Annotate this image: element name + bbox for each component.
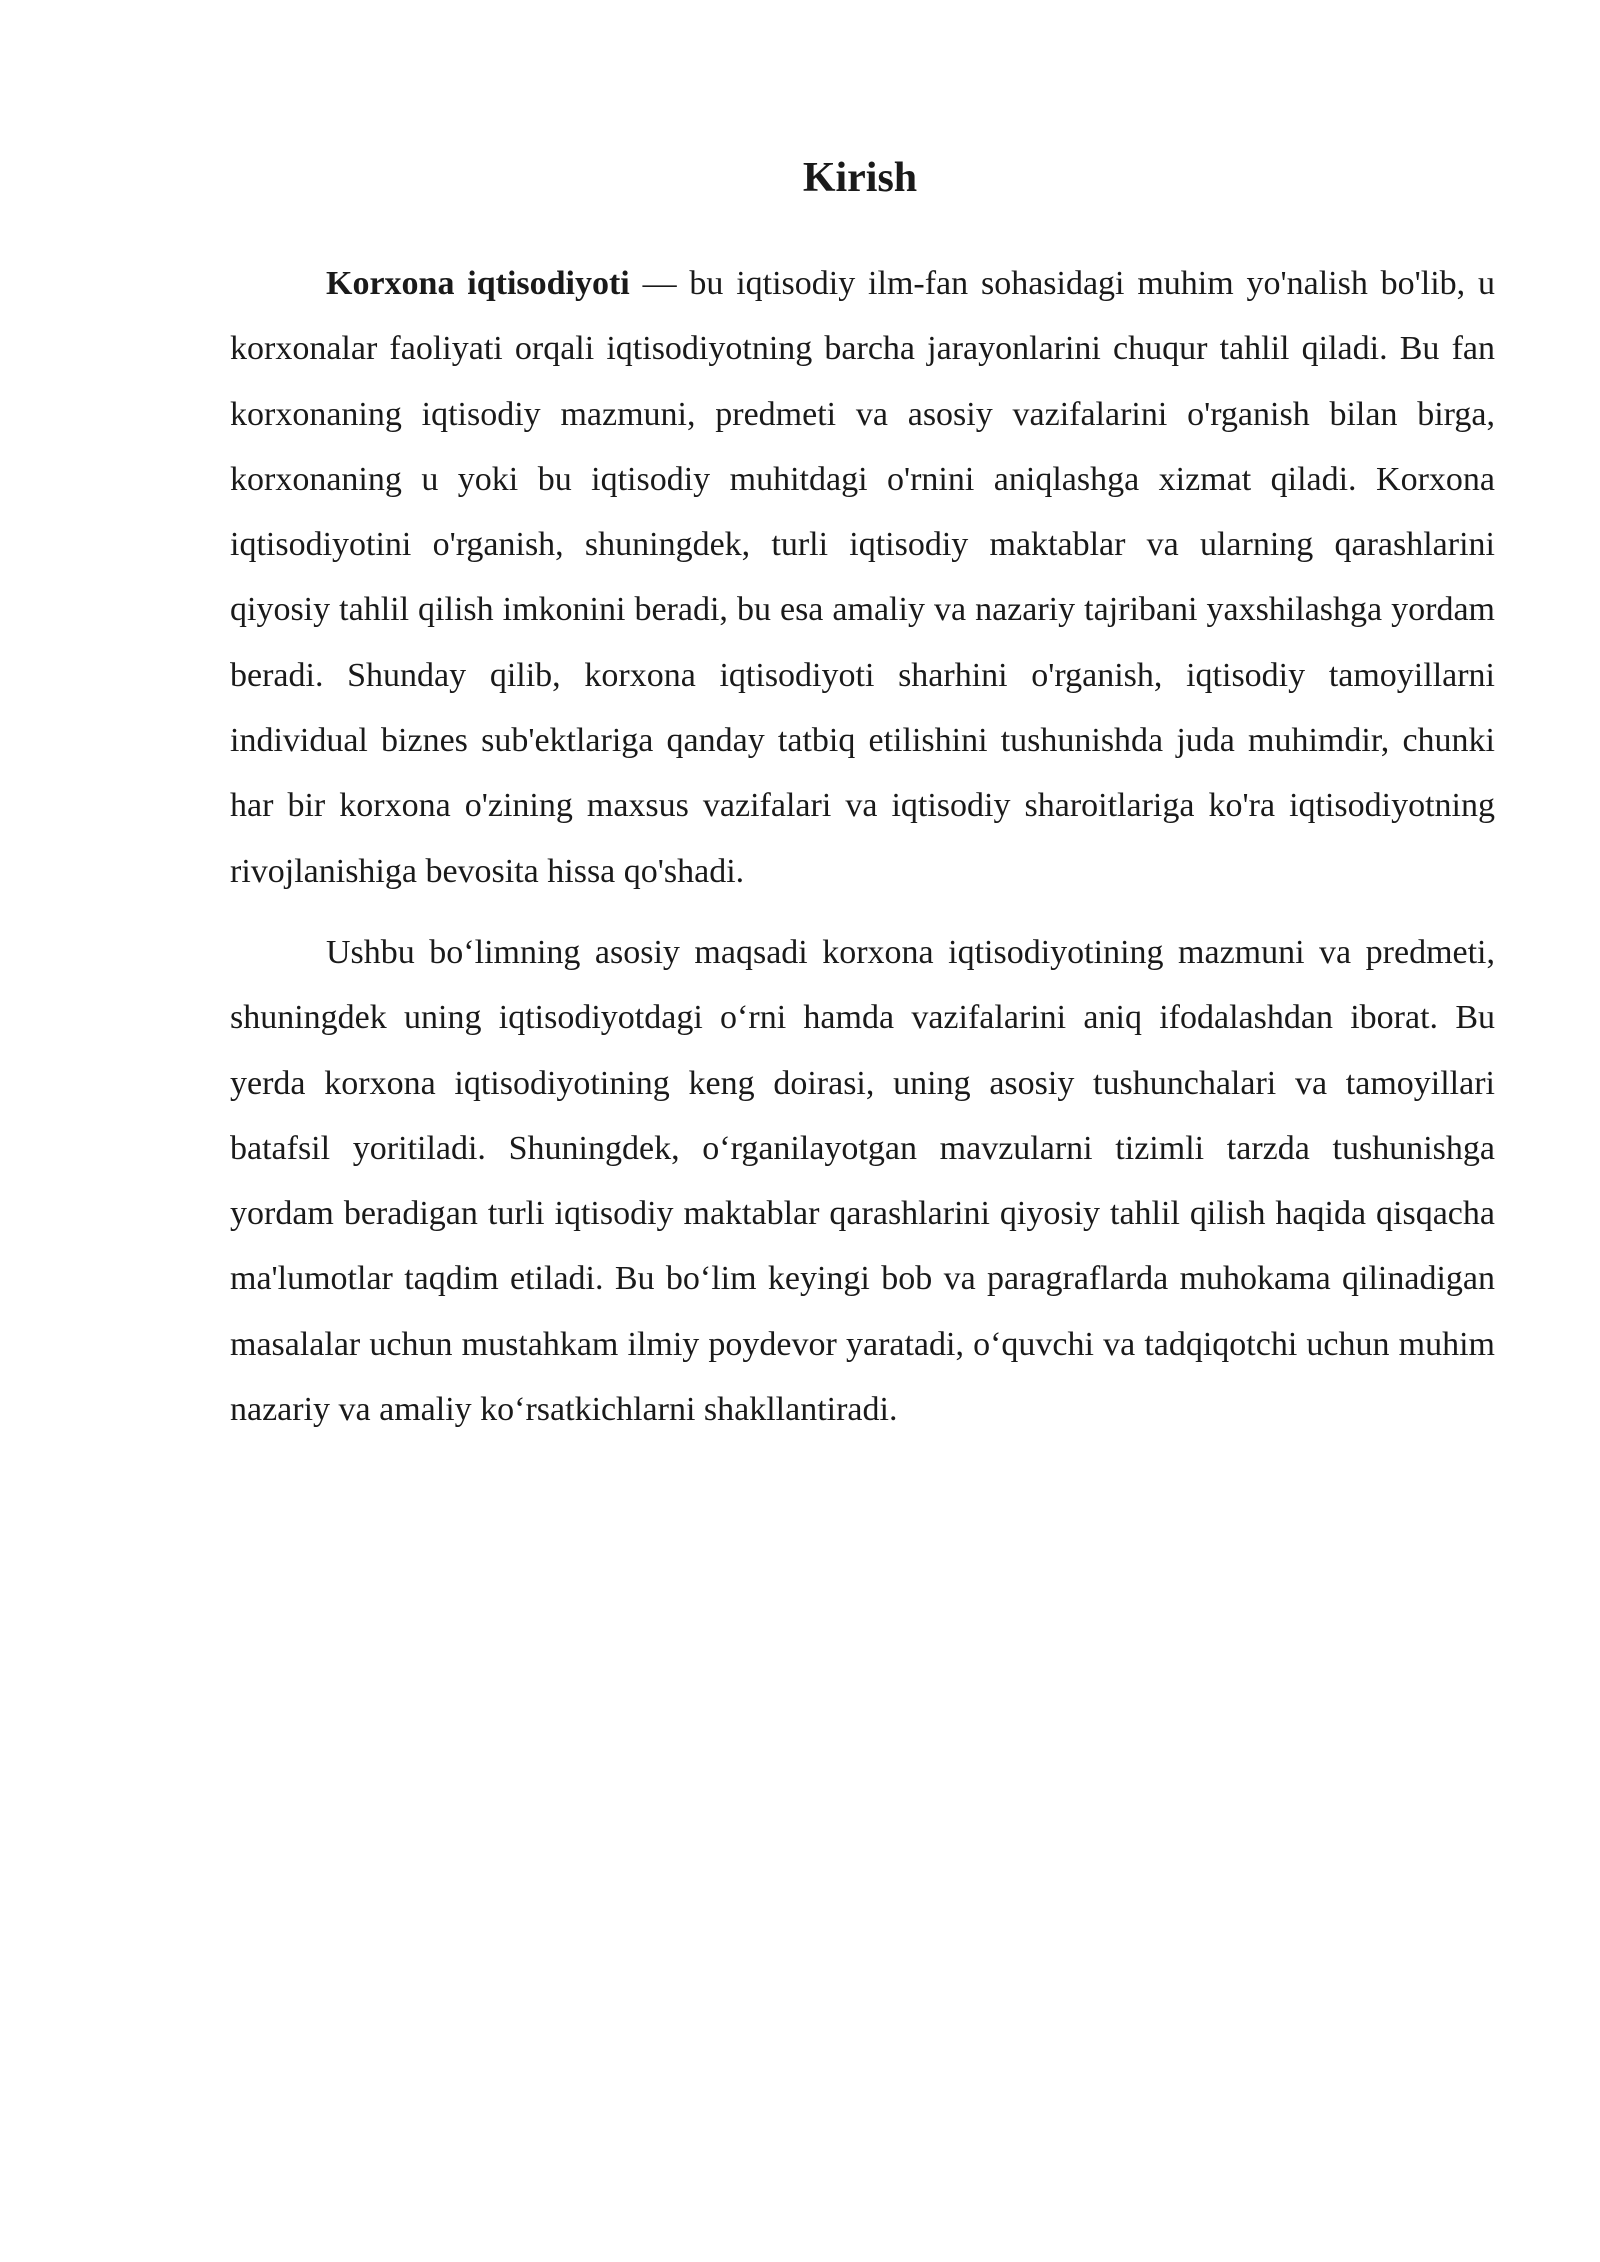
paragraph-intro-text: — bu iqtisodiy ilm-fan sohasidagi muhim yo'nalish bo'lib, u korxonalar faoliyati orqali iqtisodiyotning barcha jarayonlarini chuqur tahlil qiladi. Bu fan korxonaning iqtisodiy mazmuni, predmeti va asosiy vazifalarini o'rganish bilan birga, korxonaning u yoki bu iqtisodiy muhitdagi o'rnini aniqlashga xizmat qiladi. Korxona iqtisodiyotini o'rganish, shuningdek, turli iqtisodiy maktablar va ularning qarashlarini qiyosiy tahlil qilish imkonini beradi, bu esa amaliy va nazariy tajribani yaxshilashga yordam beradi. Shunday qilib, korxona iqtisodiyoti sharhini o'rganish, iqtisodiy tamoyillarni individual biznes sub'ektlariga qanday tatbiq etilishini tushunishda juda muhimdir, chunki har bir korxona o'zining maxsus vazifalari va iqtisodiy sharoitlariga ko'ra iqtisodiyotning rivojlanishiga bevosita hissa qo'shadi. bbox=[230, 265, 1495, 890]
paragraph-lead-term: Korxona iqtisodiyoti bbox=[326, 265, 630, 302]
page-title: Kirish bbox=[802, 155, 918, 201]
paragraph-purpose-text: Ushbu bo‘limning asosiy maqsadi korxona iqtisodiyotining mazmuni va predmeti, shuningdek uning iqtisodiyotdagi o‘rni hamda vazifalarini aniq ifodalashdan iborat. Bu yerda korxona iqtisodiyotining keng doirasi, uning asosiy tushunchalari va tamoyillari batafsil yoritiladi. Shuningdek, o‘rganilayotgan mavzularni tizimli tarzda tushunishga yordam beradigan turli iqtisodiy maktablar qarashlarini qiyosiy tahlil qilish haqida qisqacha ma'lumotlar taqdim etiladi. Bu bo‘lim keyingi bob va paragraflarda muhokama qilinadigan masalalar uchun mustahkam ilmiy poydevor yaratadi, o‘quvchi va tadqiqotchi uchun muhim nazariy va amaliy ko‘rsatkichlarni shakllantiradi. bbox=[230, 933, 1495, 1429]
paragraph-intro bbox=[230, 251, 1495, 904]
document-body bbox=[230, 251, 1495, 1458]
paragraph-purpose bbox=[230, 920, 1495, 1442]
